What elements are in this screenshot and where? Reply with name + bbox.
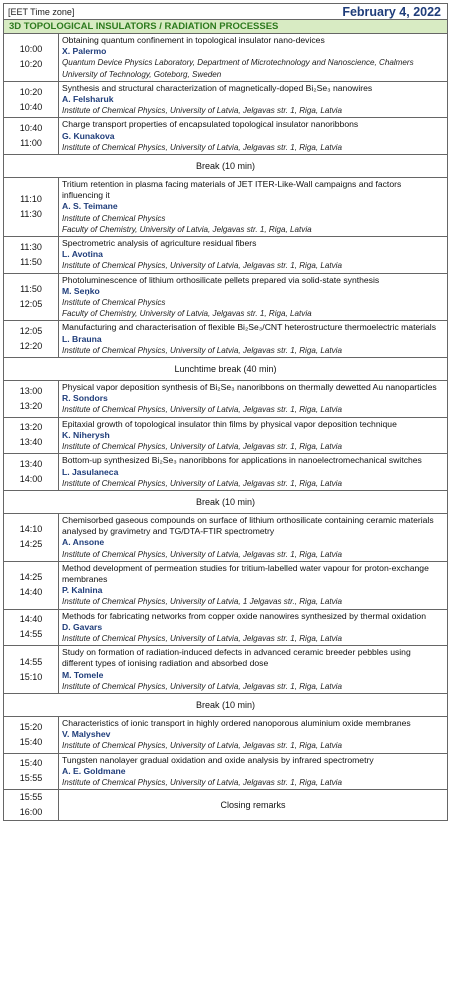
time-cell [4, 417, 59, 454]
end-time: 13:20 [19, 400, 43, 411]
start-time: 14:55 [19, 656, 43, 667]
time-cell [4, 609, 59, 646]
start-time: 15:55 [19, 792, 43, 803]
speaker-affiliation: Faculty of Chemistry, University of Latvia, Jelgavas str. 1, Riga, Latvia [62, 309, 312, 319]
talk-details [59, 178, 448, 237]
talk-row [4, 178, 448, 237]
talk-details [59, 34, 448, 82]
end-time: 13:40 [19, 437, 43, 448]
time-cell [4, 790, 59, 821]
end-time: 10:20 [19, 59, 43, 70]
talk-details [59, 273, 448, 321]
schedule-date: February 4, 2022 [342, 4, 441, 19]
speaker-name: L. Avotina [62, 249, 103, 260]
speaker-name: L. Jasulaneca [62, 466, 119, 477]
section-title: 3D TOPOLOGICAL INSULATORS / RADIATION PROCESSES [3, 19, 448, 33]
start-time: 13:20 [19, 422, 43, 433]
start-time: 15:40 [19, 758, 43, 769]
time-cell [4, 513, 59, 561]
talk-row [4, 561, 448, 609]
talk-row [4, 273, 448, 321]
talk-details [59, 646, 448, 694]
talk-row [4, 237, 448, 274]
break-label: Break (10 min) [4, 693, 448, 716]
timezone-label: [EET Time zone] [8, 6, 75, 17]
end-time: 12:05 [19, 299, 43, 310]
speaker-affiliation: Institute of Chemical Physics, University of Latvia, Jelgavas str. 1, Riga, Latvia [62, 106, 342, 116]
break-label: Break (10 min) [4, 490, 448, 513]
schedule-header [3, 3, 448, 19]
talk-details [59, 609, 448, 646]
speaker-affiliation: Institute of Chemical Physics, University of Latvia, 1 Jelgavas str., Riga, Latvia [62, 597, 342, 607]
start-time: 11:10 [20, 194, 42, 205]
speaker-affiliation: Institute of Chemical Physics, University of Latvia, Jelgavas str. 1, Riga, Latvia [62, 633, 342, 643]
time-cell [4, 753, 59, 790]
closing-label: Closing remarks [59, 790, 448, 821]
speaker-affiliation: Institute of Chemical Physics, University of Latvia, Jelgavas str. 1, Riga, Latvia [62, 442, 342, 452]
talk-row [4, 321, 448, 358]
speaker-affiliation: Institute of Chemical Physics, University of Latvia, Jelgavas str. 1, Riga, Latvia [62, 345, 342, 355]
talk-title: Tungsten nanolayer gradual oxidation and oxide analysis by infrared spectrometry [62, 754, 374, 765]
talk-row [4, 716, 448, 753]
talk-details [59, 716, 448, 753]
talk-row [4, 34, 448, 82]
schedule-table [3, 33, 448, 821]
start-time: 13:00 [19, 385, 43, 396]
speaker-affiliation: Faculty of Chemistry, University of Latvia, Jelgavas str. 1, Riga, Latvia [62, 224, 312, 234]
speaker-name: X. Palermo [62, 46, 107, 57]
break-label: Lunchtime break (40 min) [4, 358, 448, 381]
time-cell [4, 454, 59, 491]
talk-title: Charge transport properties of encapsulated topological insulator nanoribbons [62, 119, 359, 130]
end-time: 11:00 [20, 138, 42, 149]
end-time: 14:40 [19, 587, 43, 598]
talk-row [4, 118, 448, 155]
time-cell [4, 178, 59, 237]
time-cell [4, 321, 59, 358]
speaker-name: P. Kalnina [62, 585, 103, 596]
schedule-body [4, 34, 448, 821]
speaker-affiliation: Institute of Chemical Physics, University of Latvia, Jelgavas str. 1, Riga, Latvia [62, 549, 342, 559]
speaker-name: A. Ansone [62, 537, 105, 548]
speaker-name: A. S. Teimane [62, 201, 118, 212]
start-time: 10:00 [19, 44, 43, 55]
talk-title: Bottom-up synthesized Bi₂Se₃ nanoribbons for applications in nanoelectromechanical switches [62, 455, 422, 466]
speaker-name: M. Seņko [62, 285, 100, 296]
talk-title: Physical vapor deposition synthesis of Bi₂Se₃ nanoribbons on thermally dewetted Au nanoparticles [62, 382, 437, 393]
speaker-affiliation: Institute of Chemical Physics [62, 298, 166, 308]
talk-row [4, 646, 448, 694]
talk-details [59, 753, 448, 790]
talk-title: Methods for fabricating networks from copper oxide nanowires synthesized by thermal oxidation [62, 610, 426, 621]
start-time: 13:40 [19, 459, 43, 470]
break-label: Break (10 min) [4, 155, 448, 178]
start-time: 14:10 [19, 524, 43, 535]
talk-title: Obtaining quantum confinement in topological insulator nano-devices [62, 35, 325, 45]
closing-row [4, 790, 448, 821]
talk-title: Tritium retention in plasma facing materials of JET ITER-Like-Wall campaigns and factors influencing it [62, 179, 402, 201]
time-cell [4, 273, 59, 321]
speaker-affiliation: Institute of Chemical Physics, University of Latvia, Jelgavas str. 1, Riga, Latvia [62, 405, 342, 415]
speaker-affiliation: Institute of Chemical Physics, University of Latvia, Jelgavas str. 1, Riga, Latvia [62, 681, 342, 691]
talk-details [59, 118, 448, 155]
time-cell [4, 646, 59, 694]
talk-row [4, 381, 448, 418]
talk-details [59, 321, 448, 358]
talk-row [4, 81, 448, 118]
talk-details [59, 561, 448, 609]
talk-title: Study on formation of radiation-induced defects in advanced ceramic breeder pebbles using different types of ionising radiation and absorbed dose [62, 647, 411, 669]
start-time: 15:20 [19, 721, 43, 732]
talk-title: Spectrometric analysis of agriculture residual fibers [62, 238, 257, 249]
time-cell [4, 381, 59, 418]
talk-title: Characteristics of ionic transport in highly ordered nanoporous aluminium oxide membranes [62, 717, 411, 728]
end-time: 12:20 [19, 341, 43, 352]
time-cell [4, 716, 59, 753]
speaker-name: A. E. Goldmane [62, 765, 126, 776]
talk-title: Manufacturing and characterisation of flexible Bi₂Se₃/CNT heterostructure thermoelectric materials [62, 322, 436, 333]
talk-details [59, 381, 448, 418]
talk-row [4, 753, 448, 790]
start-time: 10:20 [19, 86, 43, 97]
speaker-name: D. Gavars [62, 621, 103, 632]
start-time: 10:40 [19, 123, 43, 134]
speaker-name: A. Felsharuk [62, 94, 114, 105]
end-time: 15:40 [19, 736, 43, 747]
end-time: 14:25 [19, 539, 43, 550]
end-time: 14:55 [19, 629, 43, 640]
end-time: 10:40 [19, 101, 43, 112]
talk-row [4, 417, 448, 454]
end-time: 15:10 [19, 671, 43, 682]
start-time: 14:40 [19, 614, 43, 625]
speaker-affiliation: Quantum Device Physics Laboratory, Department of Microtechnology and Nanoscience, Chalmers University of Technology, Goteborg, Sweden [62, 58, 414, 79]
speaker-affiliation: Institute of Chemical Physics, University of Latvia, Jelgavas str. 1, Riga, Latvia [62, 741, 342, 751]
speaker-affiliation: Institute of Chemical Physics, University of Latvia, Jelgavas str. 1, Riga, Latvia [62, 478, 342, 488]
talk-title: Photoluminescence of lithium orthosilicate pellets prepared via solid-state synthesis [62, 274, 380, 285]
time-cell [4, 118, 59, 155]
speaker-name: M. Tomele [62, 669, 104, 680]
start-time: 11:50 [20, 284, 42, 295]
end-time: 11:30 [20, 209, 42, 220]
talk-title: Chemisorbed gaseous compounds on surface of lithium orthosilicate containing ceramic materials analysed by gravimetry and TG/DTA-FTIR spectrometry [62, 514, 434, 537]
talk-title: Method development of permeation studies for tritium-labelled water vapour for proton-exchange membranes [62, 562, 429, 584]
speaker-affiliation: Institute of Chemical Physics, University of Latvia, Jelgavas str. 1, Riga, Latvia [62, 777, 342, 787]
time-cell [4, 561, 59, 609]
talk-row [4, 609, 448, 646]
talk-row [4, 513, 448, 561]
talk-details [59, 513, 448, 561]
talk-details [59, 237, 448, 274]
talk-details [59, 417, 448, 454]
talk-title: Epitaxial growth of topological insulator thin films by physical vapor deposition technique [62, 418, 397, 429]
start-time: 11:30 [20, 241, 42, 252]
time-cell [4, 81, 59, 118]
end-time: 11:50 [20, 256, 42, 267]
end-time: 14:00 [19, 474, 43, 485]
time-cell [4, 237, 59, 274]
speaker-affiliation: Institute of Chemical Physics, University of Latvia, Jelgavas str. 1, Riga, Latvia [62, 261, 342, 271]
break-row [4, 358, 448, 381]
talk-row [4, 454, 448, 491]
break-row [4, 693, 448, 716]
speaker-name: R. Sondors [62, 393, 108, 404]
speaker-affiliation: Institute of Chemical Physics [62, 213, 166, 223]
talk-details [59, 81, 448, 118]
speaker-affiliation: Institute of Chemical Physics, University of Latvia, Jelgavas str. 1, Riga, Latvia [62, 142, 342, 152]
speaker-name: K. Niherysh [62, 429, 110, 440]
start-time: 12:05 [19, 326, 43, 337]
speaker-name: L. Brauna [62, 333, 102, 344]
end-time: 15:55 [19, 773, 43, 784]
time-cell [4, 34, 59, 82]
talk-details [59, 454, 448, 491]
speaker-name: V. Malyshev [62, 729, 111, 740]
start-time: 14:25 [19, 572, 43, 583]
speaker-name: G. Kunakova [62, 130, 115, 141]
talk-title: Synthesis and structural characterization of magnetically-doped Bi₂Se₃ nanowires [62, 82, 373, 93]
end-time: 16:00 [19, 807, 43, 818]
break-row [4, 155, 448, 178]
break-row [4, 490, 448, 513]
